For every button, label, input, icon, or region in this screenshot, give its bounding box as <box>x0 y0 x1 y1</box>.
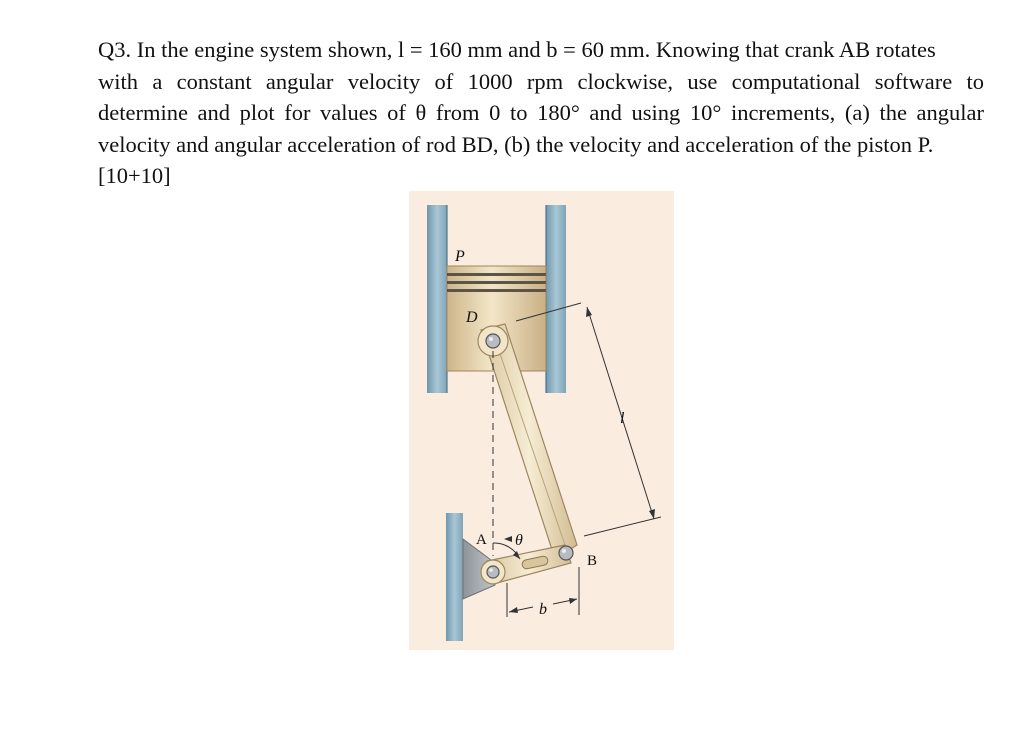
label-b-offset: b <box>539 601 547 618</box>
question-line-5: [10+10] <box>98 163 171 188</box>
label-l: l <box>620 410 625 427</box>
engine-diagram <box>409 191 674 650</box>
label-d: D <box>466 309 478 326</box>
question-line-1: Q3. In the engine system shown, l = 160 mm and b = 60 mm. Knowing that crank AB rotates <box>98 37 936 62</box>
question-text <box>98 34 984 192</box>
label-b-point: B <box>587 553 598 569</box>
cylinder-wall-right <box>546 205 566 393</box>
label-p: P <box>455 248 465 265</box>
pin-b <box>559 546 573 560</box>
question-line-2: with a constant angular velocity of 1000 rpm clockwise, use computational software to <box>98 68 984 94</box>
pin-a <box>487 566 499 578</box>
question-line-4: velocity and angular acceleration of rod BD, (b) the velocity and acceleration of the piston P. <box>98 131 934 157</box>
pin-d <box>486 334 500 348</box>
cylinder-wall-left <box>427 205 447 393</box>
question-line-3: determine and plot for values of θ from 0 to 180° and using 10° increments, (a) the angular <box>98 100 984 125</box>
label-theta: θ <box>515 532 523 549</box>
label-a: A <box>476 532 487 548</box>
